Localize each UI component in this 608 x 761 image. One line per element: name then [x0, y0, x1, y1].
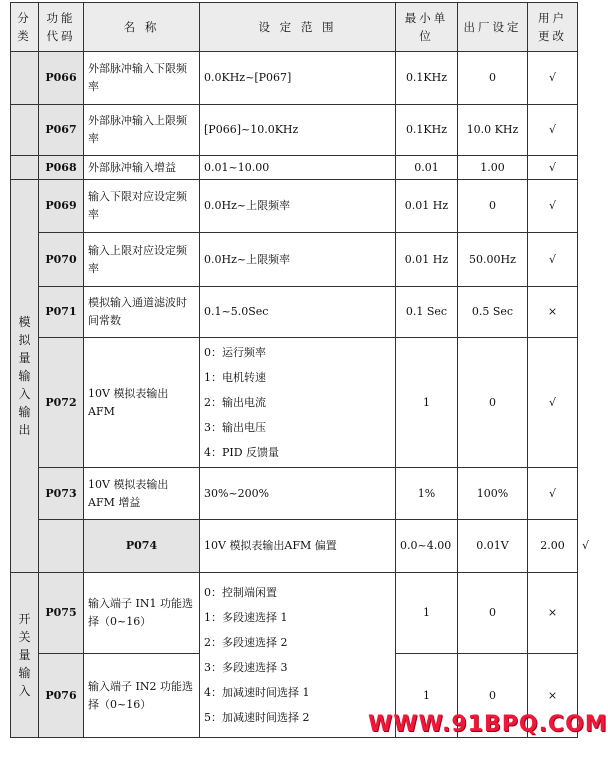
range-cell: [P066]~10.0KHz	[200, 105, 396, 156]
code-cell: P076	[39, 654, 84, 738]
default-cell: 0	[458, 573, 528, 654]
name-cell: 输入上限对应设定频率	[84, 233, 200, 287]
change-cell: √	[528, 180, 578, 233]
default-cell: 10.0 KHz	[458, 105, 528, 156]
unit-cell: 0.01	[396, 156, 458, 180]
range-cell: 0.0~4.00	[396, 520, 458, 573]
header-factory: 出厂设定	[458, 3, 528, 52]
unit-cell: 0.1KHz	[396, 52, 458, 105]
unit-cell: 0.01 Hz	[396, 180, 458, 233]
range-option: 0：控制端闲置	[204, 586, 277, 599]
parameter-table	[10, 2, 590, 738]
unit-cell: 0.01 Hz	[396, 233, 458, 287]
unit-cell: 0.1KHz	[396, 105, 458, 156]
category-switch-label: 开 关 量 输 入	[18, 612, 31, 698]
default-cell: 100%	[458, 468, 528, 520]
code-cell: P066	[39, 52, 84, 105]
header-name: 名 称	[84, 3, 200, 52]
header-user-change: 用户更改	[528, 3, 578, 52]
name-cell: 10V 模拟表输出AFM 增益	[84, 468, 200, 520]
default-cell: 0	[458, 654, 528, 738]
default-cell: 1.00	[458, 156, 528, 180]
table-row	[11, 573, 578, 654]
unit-cell: 0.1 Sec	[396, 287, 458, 338]
range-cell: 0.0Hz~上限频率	[200, 233, 396, 287]
name-cell: 10V 模拟表输出AFM 偏置	[200, 520, 396, 573]
unit-cell: 1%	[396, 468, 458, 520]
range-option: 0：运行频率	[204, 346, 266, 359]
unit-cell: 1	[396, 573, 458, 654]
table-row	[11, 338, 578, 468]
name-cell: 输入端子 IN1 功能选择（0~16）	[84, 573, 200, 654]
site-watermark: WWW.91BPQ.COM	[368, 712, 608, 737]
change-cell: √	[528, 156, 578, 180]
category-cell-empty	[11, 105, 39, 156]
range-cell: 0.0Hz~上限频率	[200, 180, 396, 233]
unit-cell: 0.01V	[458, 520, 528, 573]
unit-cell: 1	[396, 338, 458, 468]
category-analog-io	[11, 180, 39, 573]
change-cell: √	[528, 468, 578, 520]
table-row	[11, 52, 578, 105]
table-row	[11, 233, 578, 287]
default-cell: 2.00	[528, 520, 578, 573]
range-option: 3：输出电压	[204, 421, 266, 434]
range-cell: 30%~200%	[200, 468, 396, 520]
range-cell: 0.01~10.00	[200, 156, 396, 180]
change-cell: ×	[528, 654, 578, 738]
default-cell: 50.00Hz	[458, 233, 528, 287]
change-cell: ×	[528, 287, 578, 338]
name-cell: 外部脉冲输入上限频率	[84, 105, 200, 156]
category-cell-empty	[11, 156, 39, 180]
category-cell-empty	[39, 520, 84, 573]
range-option: 3：多段速选择 3	[204, 661, 288, 674]
range-cell: 0.1~5.0Sec	[200, 287, 396, 338]
header-row	[11, 3, 578, 52]
terminal-options-cell	[200, 573, 396, 738]
table-row	[11, 156, 578, 180]
range-option: 2：输出电流	[204, 396, 266, 409]
table-row	[11, 287, 578, 338]
default-cell: 0	[458, 180, 528, 233]
table-row	[11, 105, 578, 156]
code-cell: P073	[39, 468, 84, 520]
range-option: 4：PID 反馈量	[204, 446, 280, 459]
change-cell: √	[528, 105, 578, 156]
change-cell: √	[528, 52, 578, 105]
category-switch-input	[11, 573, 39, 738]
unit-cell: 1	[396, 654, 458, 738]
name-cell: 输入下限对应设定频率	[84, 180, 200, 233]
code-cell: P075	[39, 573, 84, 654]
range-cell: 0.0KHz~[P067]	[200, 52, 396, 105]
code-cell: P070	[39, 233, 84, 287]
header-min-unit: 最小单位	[396, 3, 458, 52]
range-option: 1：多段速选择 1	[204, 611, 288, 624]
range-option: 4：加减速时间选择 1	[204, 686, 310, 699]
change-cell: √	[528, 338, 578, 468]
code-cell: P074	[84, 520, 200, 573]
range-option: 2：多段速选择 2	[204, 636, 288, 649]
table-row: P074 10V 模拟表输出AFM 偏置 0.0~4.00 0.01V 2.00 √	[11, 520, 578, 573]
name-cell: 外部脉冲输入下限频率	[84, 52, 200, 105]
code-cell: P069	[39, 180, 84, 233]
range-option: 5：加减速时间选择 2	[204, 711, 310, 724]
name-cell: 模拟输入通道滤波时间常数	[84, 287, 200, 338]
name-cell: 输入端子 IN2 功能选择（0~16）	[84, 654, 200, 738]
table-row	[11, 468, 578, 520]
code-cell: P071	[39, 287, 84, 338]
name-cell: 10V 模拟表输出AFM	[84, 338, 200, 468]
table-row	[11, 180, 578, 233]
header-code: 功能代码	[39, 3, 84, 52]
range-option: 1：电机转速	[204, 371, 266, 384]
default-cell: 0.5 Sec	[458, 287, 528, 338]
header-range: 设 定 范 围	[200, 3, 396, 52]
category-analog-label: 模 拟 量 输 入 输 出	[18, 315, 31, 437]
change-cell: ×	[528, 573, 578, 654]
header-category: 分类	[11, 3, 39, 52]
category-cell-empty	[11, 52, 39, 105]
code-cell: P068	[39, 156, 84, 180]
code-cell: P067	[39, 105, 84, 156]
change-cell: √	[528, 233, 578, 287]
code-cell: P072	[39, 338, 84, 468]
default-cell: 0	[458, 338, 528, 468]
default-cell: 0	[458, 52, 528, 105]
name-cell: 外部脉冲输入增益	[84, 156, 200, 180]
range-list-cell	[200, 338, 396, 468]
